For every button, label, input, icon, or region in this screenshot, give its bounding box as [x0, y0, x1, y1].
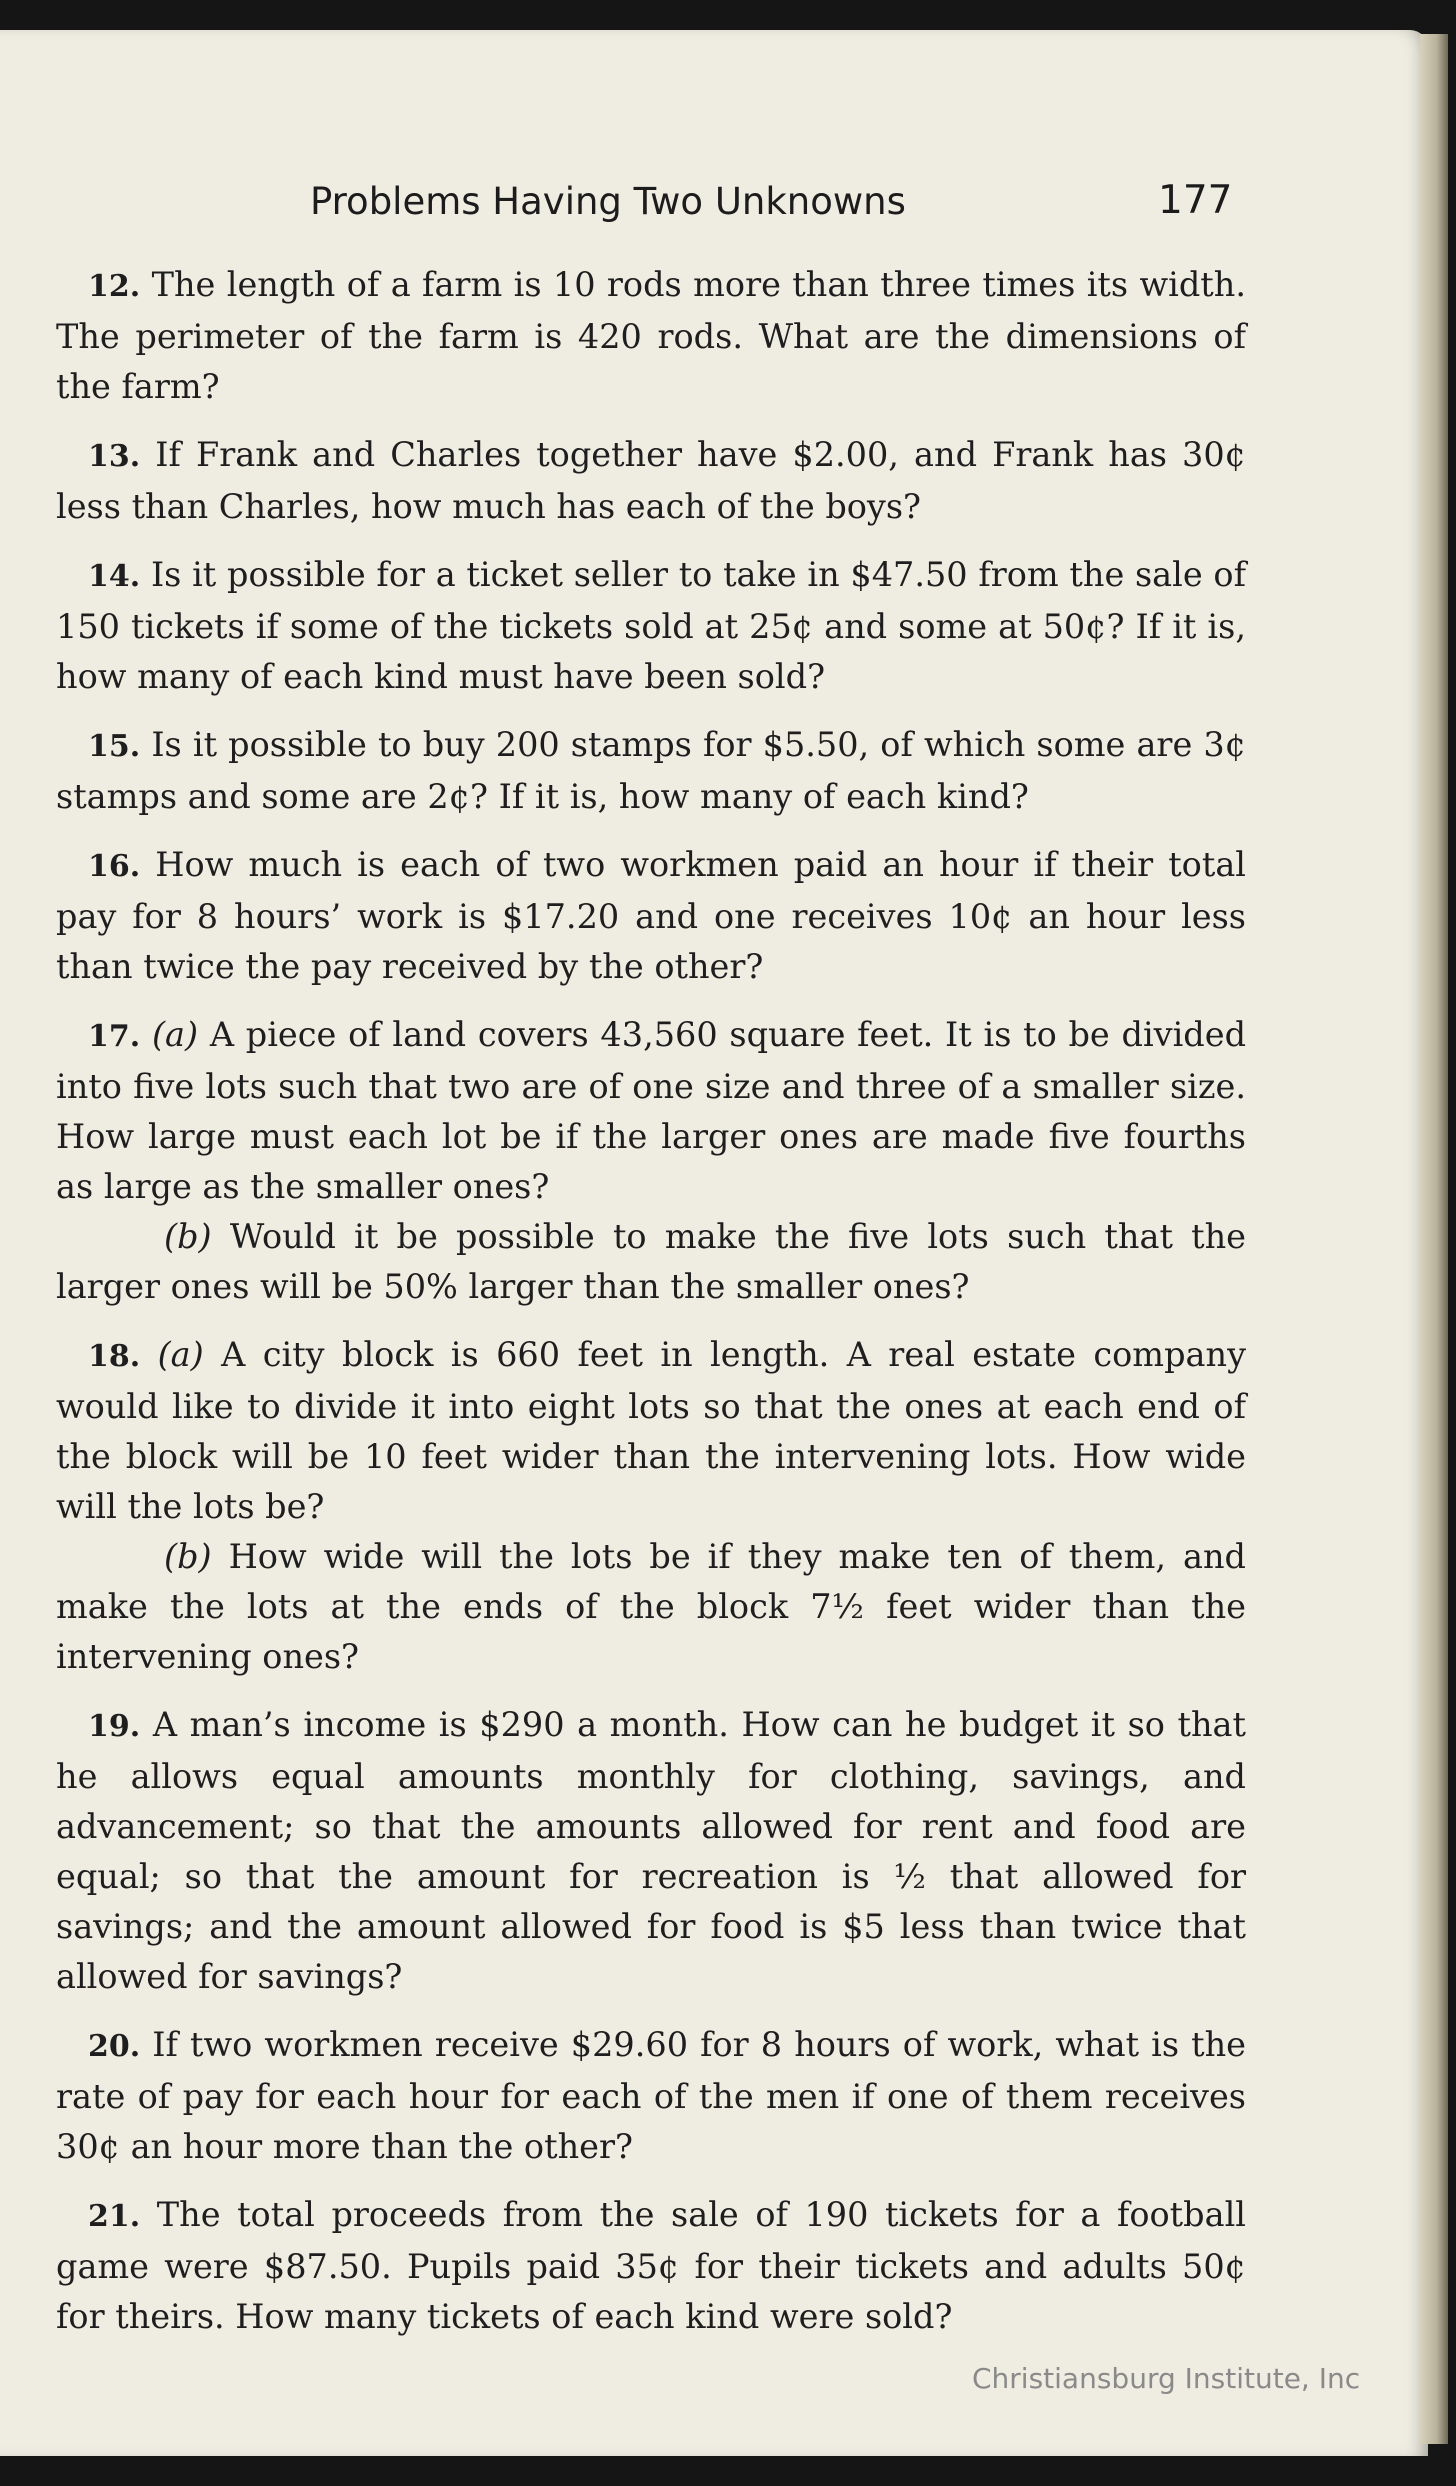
problem-number: 21. [88, 2199, 141, 2234]
problem-15 [56, 720, 1246, 822]
problem-14 [56, 550, 1246, 702]
problem-text: How much is each of two workmen paid an hour if their total pay for 8 hours’ work is $17.20 and one receives 10¢ an hour less than twice the pay received by the other? [56, 845, 1246, 986]
page-edge [1420, 34, 1448, 2444]
problem-19 [56, 1700, 1246, 2002]
watermark: Christiansburg Institute, Inc [972, 2362, 1361, 2395]
problem-list [56, 260, 1246, 2360]
problem-17 [56, 1010, 1246, 1312]
book-page [0, 30, 1428, 2456]
problem-16 [56, 840, 1246, 992]
part-b-label: (b) [164, 1217, 212, 1256]
running-title: Problems Having Two Unknowns [310, 180, 906, 223]
part-a-text: A city block is 660 feet in length. A real estate company would like to divide it into eight lots so that the ones at each end of the block will be 10 feet wider than the intervening lots. How wide will the lots be? [56, 1335, 1246, 1526]
problem-20 [56, 2020, 1246, 2172]
problem-text: A man’s income is $290 a month. How can he budget it so that he allows equal amounts monthly for clothing, savings, and advancement; so that the amounts allowed for rent and food are equal; so that the amount for recreation is ½ that allowed for savings; and the amount allowed for food is $5 less than twice that allowed for savings? [56, 1705, 1246, 1996]
problem-number: 18. [88, 1339, 141, 1374]
part-b-text: Would it be possible to make the five lots such that the larger ones will be 50% larger than the smaller ones? [56, 1217, 1246, 1306]
page-number: 177 [1158, 178, 1233, 223]
problem-number: 12. [88, 269, 141, 304]
part-a-text: A piece of land covers 43,560 square feet. It is to be divided into five lots such that two are of one size and three of a smaller size. How large must each lot be if the larger ones are made five fourths as large as the smaller ones? [56, 1015, 1247, 1206]
problem-text: Is it possible to buy 200 stamps for $5.50, of which some are 3¢ stamps and some are 2¢? If it is, how many of each kind? [56, 725, 1247, 816]
problem-number: 14. [88, 559, 141, 594]
part-a-label: (a) [157, 1335, 204, 1374]
problem-number: 15. [88, 729, 141, 764]
problem-text: Is it possible for a ticket seller to take in $47.50 from the sale of 150 tickets if some of the tickets sold at 25¢ and some at 50¢? If it is, how many of each kind must have been sold? [56, 555, 1246, 696]
problem-number: 19. [88, 1709, 141, 1744]
part-a-label: (a) [151, 1015, 199, 1054]
problem-13 [56, 430, 1246, 532]
problem-18 [56, 1330, 1246, 1682]
problem-text: The length of a farm is 10 rods more than three times its width. The perimeter of the farm is 420 rods. What are the dimensions of the farm? [56, 265, 1246, 406]
part-b [56, 1212, 1246, 1312]
part-b-text: How wide will the lots be if they make ten of them, and make the lots at the ends of the block 7½ feet wider than the intervening ones? [56, 1537, 1246, 1676]
problem-number: 13. [88, 439, 141, 474]
problem-21 [56, 2190, 1246, 2342]
page-header [0, 180, 1428, 240]
problem-text: If Frank and Charles together have $2.00, and Frank has 30¢ less than Charles, how much has each of the boys? [56, 435, 1246, 526]
problem-number: 16. [88, 849, 141, 884]
problem-12 [56, 260, 1246, 412]
problem-number: 20. [88, 2029, 141, 2064]
problem-number: 17. [88, 1019, 141, 1054]
problem-text: The total proceeds from the sale of 190 tickets for a football game were $87.50. Pupils paid 35¢ for their tickets and adults 50¢ for theirs. How many tickets of each kind were sold? [56, 2195, 1246, 2336]
part-b [56, 1532, 1246, 1682]
problem-text: If two workmen receive $29.60 for 8 hours of work, what is the rate of pay for each hour for each of the men if one of them receives 30¢ an hour more than the other? [56, 2025, 1246, 2166]
part-b-label: (b) [164, 1537, 212, 1576]
